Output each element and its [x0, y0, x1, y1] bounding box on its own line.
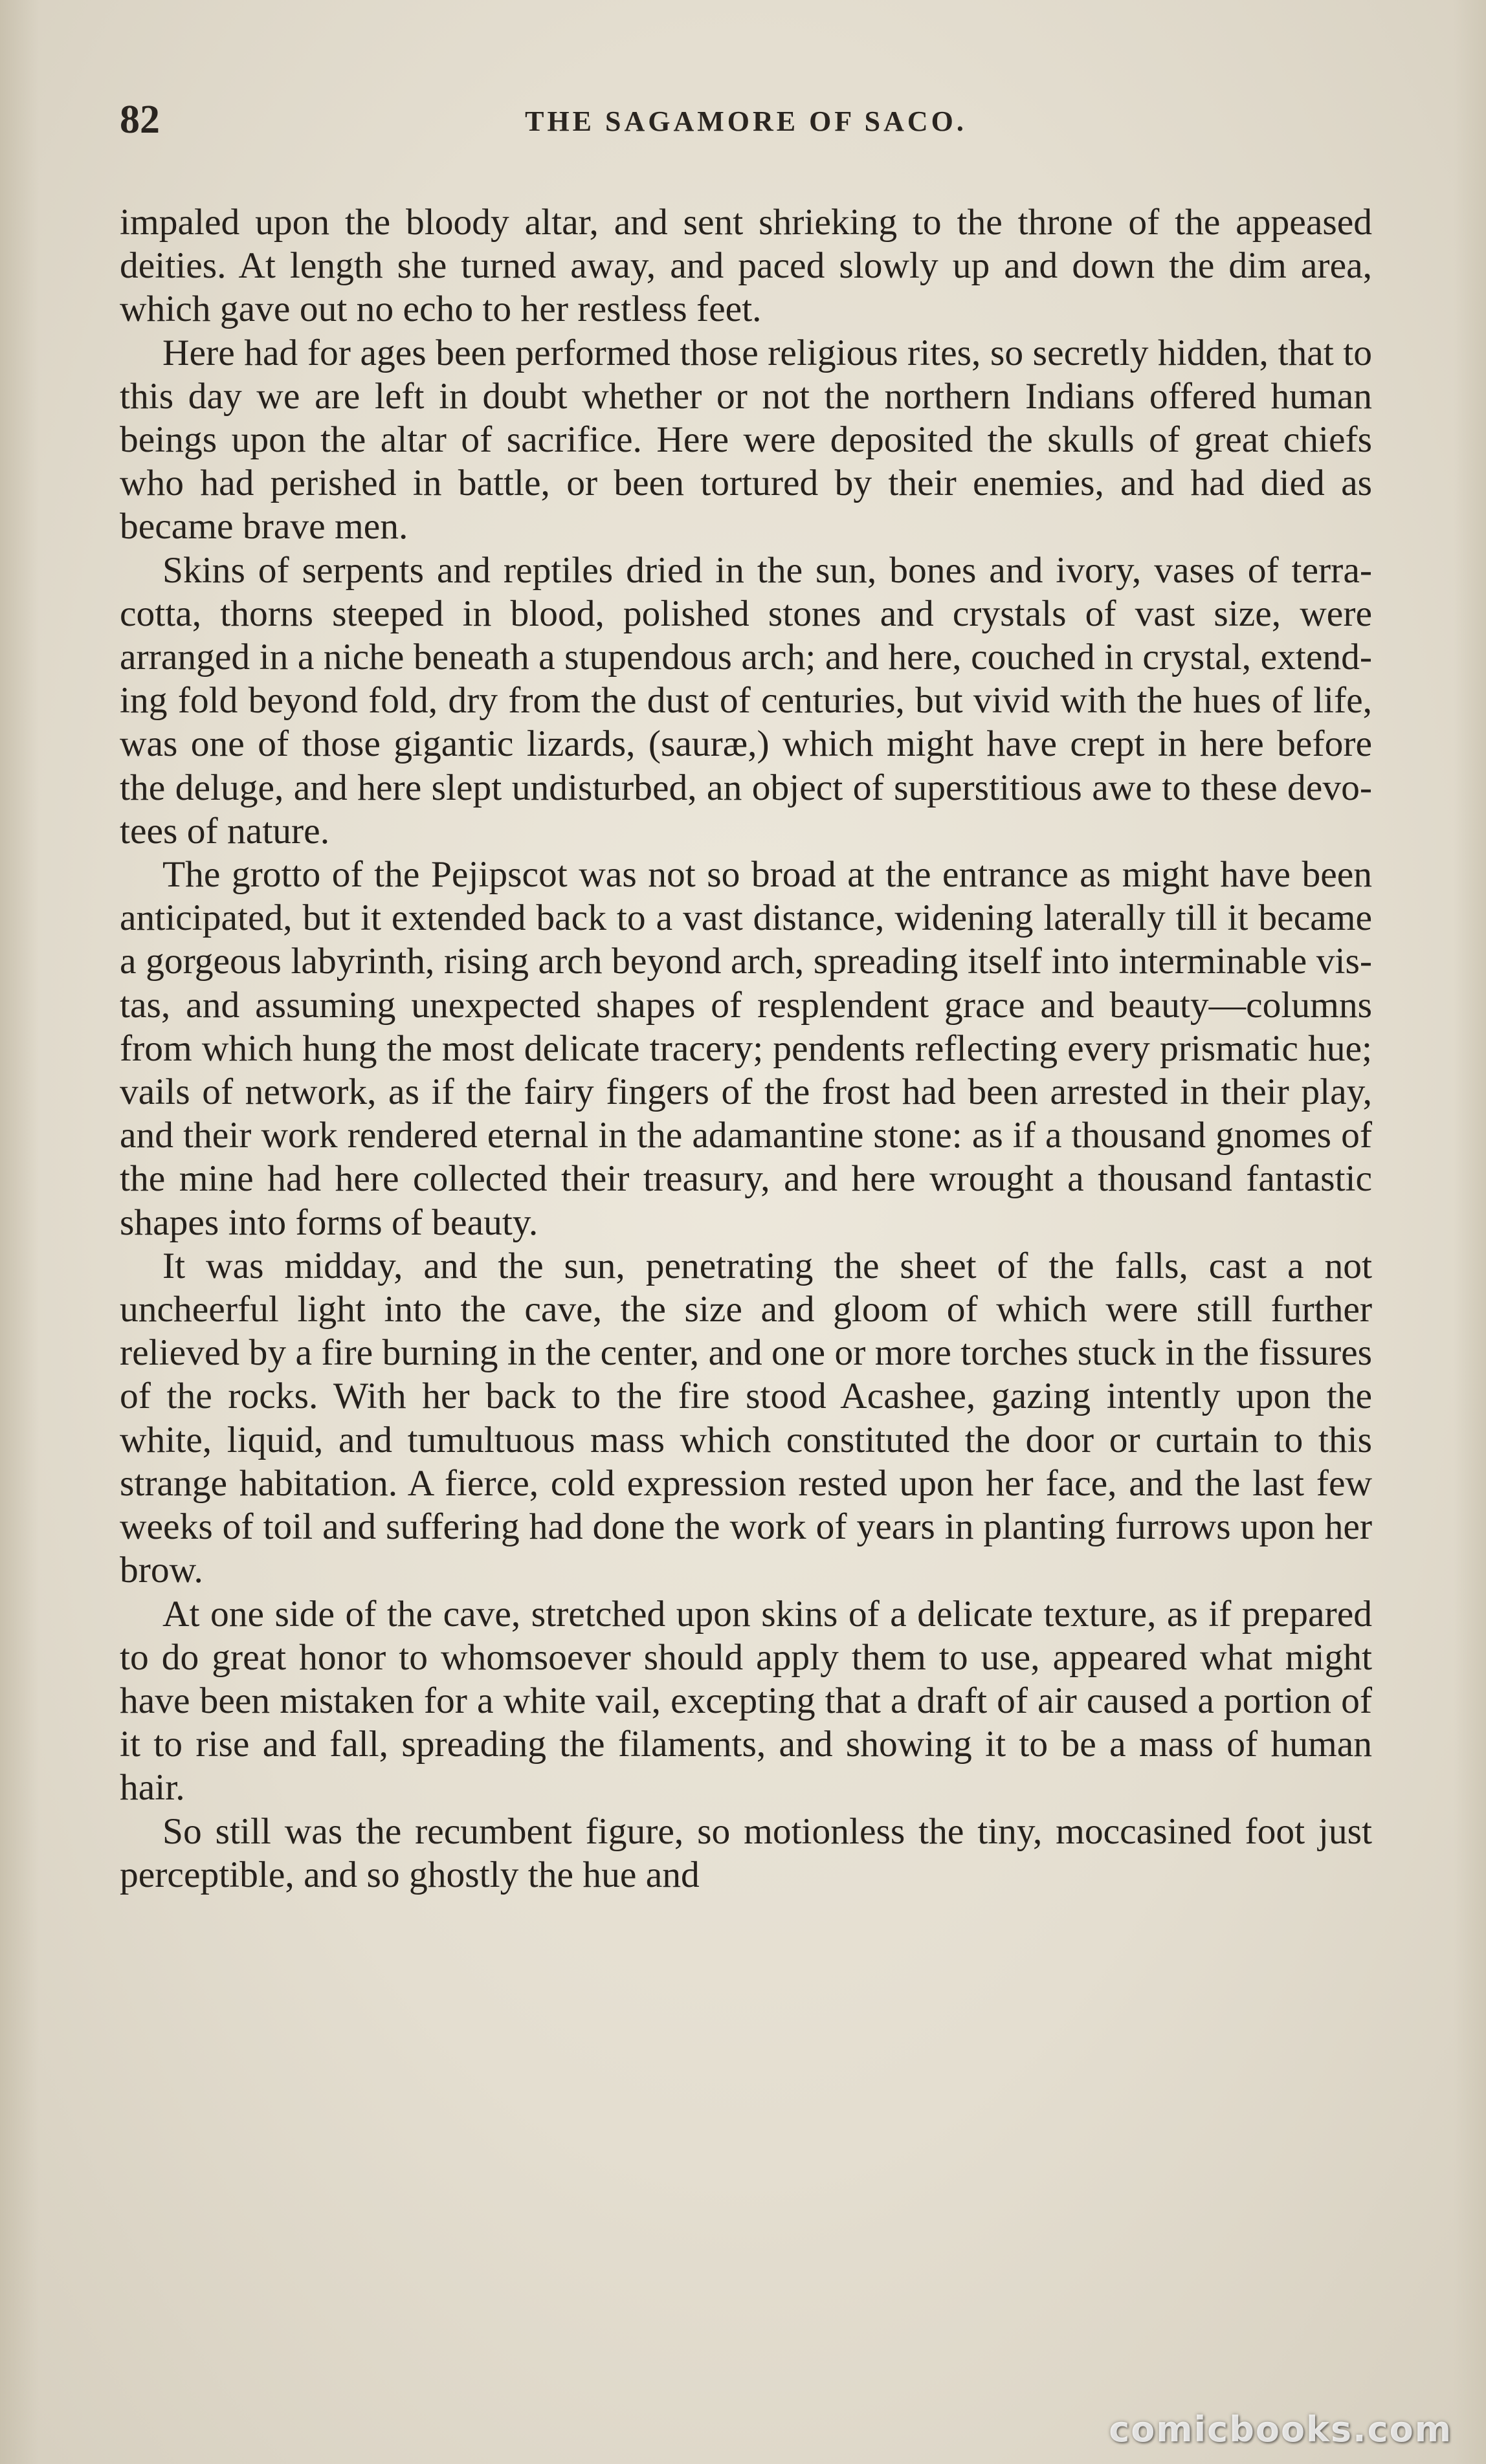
paragraph-3: Skins of serpents and reptiles dried in the sun, bones and ivory, vases of terra-cotta, thorns steeped in blood, polished stones and crystals of vast size, were arranged in a niche beneath a stupendous arch; and here, couched in crystal, extending fold beyond fold, dry from the dust of centuries, but vivid with the hues of life, was one of those gigantic lizards, (sauræ,) which might have crept in here before the deluge, and here slept undisturbed, an object of superstitious awe to these devotees of nature. [120, 549, 1372, 852]
page-header [120, 97, 1372, 155]
page-number: 82 [120, 98, 160, 142]
body-text [120, 201, 1372, 1897]
page-edge-shadow-right [1454, 0, 1486, 2464]
paragraph-4: The grotto of the Pejipscot was not so broad at the entrance as might have been anticipated, but it extended back to a vast distance, widening laterally till it became a gorgeous labyrinth, rising arch beyond arch, spreading itself into interminable vistas, and assuming unexpected shapes of resplendent grace and beauty—columns from which hung the most delicate tracery; pendents reflecting every prismatic hue; vails of network, as if the fairy fingers of the frost had been arrested in their play, and their work rendered eternal in the adamantine stone: as if a thousand gnomes of the mine had here collected their treasury, and here wrought a thousand fantastic shapes into forms of beauty. [120, 854, 1372, 1243]
running-head: THE SAGAMORE OF SACO. [525, 105, 967, 137]
paragraph-7: So still was the recumbent figure, so motionless the tiny, moccasined foot just perceptible, and so ghostly the hue and [120, 1810, 1372, 1895]
paragraph-6: At one side of the cave, stretched upon skins of a delicate texture, as if prepared to do great honor to whomsoever should apply them to use, appeared what might have been mistaken for a white vail, excepting that a draft of air caused a portion of it to rise and fall, spreading the filaments, and showing it to be a mass of human hair. [120, 1593, 1372, 1809]
watermark: comicbooks.com [1109, 2409, 1452, 2450]
paragraph-2: Here had for ages been performed those religious rites, so secretly hidden, that to this day we are left in doubt whether or not the northern Indians offered human beings upon the altar of sacrifice. Here were deposited the skulls of great chiefs who had perished in battle, or been tortured by their enemies, and had died as became brave men. [120, 332, 1372, 547]
paragraph-1: impaled upon the bloody altar, and sent shrieking to the throne of the appeased deities. At length she turned away, and paced slowly up and down the dim area, which gave out no echo to her restless feet. [120, 202, 1372, 330]
page-edge-shadow-left [0, 0, 39, 2464]
paragraph-5: It was midday, and the sun, penetrating the sheet of the falls, cast a not uncheerful light into the cave, the size and gloom of which were still further relieved by a fire burning in the center, and one or more torches stuck in the fissures of the rocks. With her back to the fire stood Acashee, gazing intently upon the white, liquid, and tumultuous mass which constituted the door or curtain to this strange habitation. A fierce, cold expression rested upon her face, and the last few weeks of toil and suffering had done the work of years in planting furrows upon her brow. [120, 1245, 1372, 1591]
